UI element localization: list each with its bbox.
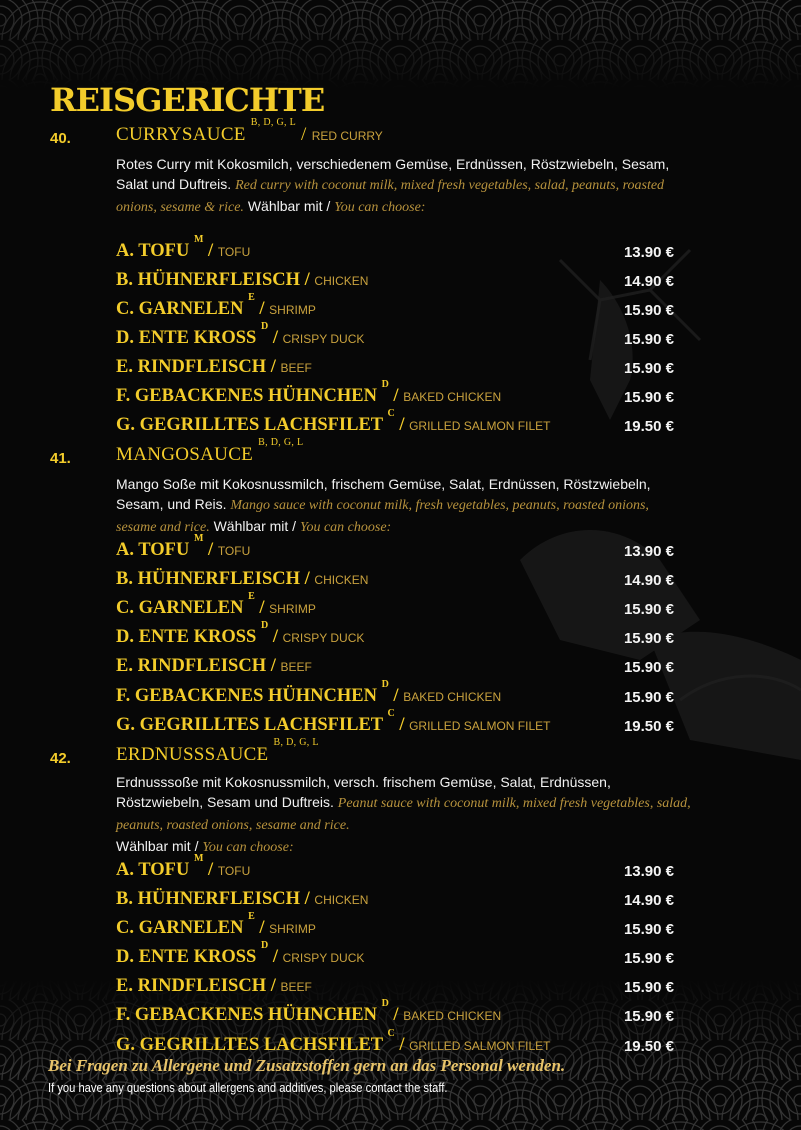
option-label: D. ENTE KROSS — [116, 627, 257, 647]
option-price: 13.90 € — [623, 863, 674, 880]
option-english: CHICKEN — [314, 274, 369, 288]
menu-option: E. RINDFLEISCH / BEEF — [116, 656, 312, 676]
option-english: CHICKEN — [314, 893, 369, 907]
choose-label-en: You can choose: — [299, 520, 392, 535]
section-dish-name — [116, 737, 319, 766]
option-label: E. RINDFLEISCH — [116, 656, 267, 676]
menu-option: G. GEGRILLTES LACHSFILET $^C$ / GRILLED SALMON FILET — [116, 1028, 551, 1055]
option-allergen: E — [248, 591, 255, 602]
option-english: CHICKEN — [314, 573, 369, 587]
option-price: 15.90 € — [623, 360, 674, 377]
option-english: TOFU — [217, 864, 251, 878]
dish-english-name: RED CURRY — [311, 129, 383, 143]
dish-name: MANGOSAUCE — [116, 444, 254, 465]
option-label: F. GEBACKENES HÜHNCHEN — [116, 686, 377, 706]
description-de: Rotes Curry mit Kokosmilch, verschiedenem Gemüse, Erdnüssen, Röstzwiebeln, Sesam, Salat und Duftreis. — [116, 156, 670, 192]
option-price: 19.50 € — [623, 418, 674, 435]
section-description — [116, 474, 691, 538]
option-allergen: M — [193, 853, 204, 864]
description-de: Erdnusssoße mit Kokosnussmilch, versch. frischem Gemüse, Salat, Erdnüssen, Röstzwiebeln, Sesam und Duftreis. — [116, 774, 611, 810]
option-label: A. TOFU — [116, 241, 190, 261]
option-label: D. ENTE KROSS — [116, 947, 257, 967]
menu-option: A. TOFU $^M$ / TOFU — [116, 533, 251, 560]
section-dish-name — [116, 437, 304, 466]
allergen-codes: B, D, G, L — [273, 737, 319, 748]
option-price: 14.90 € — [623, 892, 674, 909]
option-price: 14.90 € — [623, 273, 674, 290]
option-label: C. GARNELEN — [116, 918, 244, 938]
option-english: SHRIMP — [269, 922, 316, 936]
menu-option: G. GEGRILLTES LACHSFILET $^C$ / GRILLED SALMON FILET — [116, 708, 551, 735]
option-price: 15.90 € — [623, 659, 674, 676]
menu-option: A. TOFU $^M$ / TOFU — [116, 853, 251, 880]
menu-option: C. GARNELEN $^E$ / SHRIMP — [116, 591, 316, 618]
option-english: BAKED CHICKEN — [403, 390, 502, 404]
option-label: G. GEGRILLTES LACHSFILET — [116, 715, 383, 735]
choose-label-en: You can choose: — [202, 840, 294, 855]
menu-option: B. HÜHNERFLEISCH / CHICKEN — [116, 889, 369, 909]
allergen-notice-de: Bei Fragen zu Allergene und Zusatzstoffen gern an das Personal wenden. — [48, 1056, 566, 1075]
option-price: 15.90 € — [623, 331, 674, 348]
option-label: D. ENTE KROSS — [116, 328, 257, 348]
option-price: 19.50 € — [623, 1038, 674, 1055]
section-description — [116, 154, 691, 218]
description-en: Peanut sauce with coconut milk, mixed fresh vegetables, salad, peanuts, roasted onions, sesame and rice. — [116, 796, 691, 833]
menu-option: C. GARNELEN $^E$ / SHRIMP — [116, 292, 316, 319]
option-allergen: C — [387, 708, 395, 719]
option-english: BEEF — [280, 361, 312, 375]
option-english: GRILLED SALMON FILET — [409, 1039, 551, 1053]
option-label: B. HÜHNERFLEISCH — [116, 569, 301, 589]
option-price: 15.90 € — [623, 950, 674, 967]
option-english: CRISPY DUCK — [282, 951, 365, 965]
menu-option: D. ENTE KROSS $^D$ / CRISPY DUCK — [116, 620, 365, 647]
menu-option: F. GEBACKENES HÜHNCHEN $^D$ / BAKED CHICKEN — [116, 379, 502, 406]
option-english: CRISPY DUCK — [282, 332, 365, 346]
section-description — [116, 772, 691, 858]
option-allergen: C — [387, 1028, 395, 1039]
option-label: E. RINDFLEISCH — [116, 357, 267, 377]
option-english: GRILLED SALMON FILET — [409, 719, 551, 733]
option-english: BAKED CHICKEN — [403, 690, 502, 704]
allergen-codes: B, D, G, L — [250, 117, 296, 128]
choose-label-de: Wählbar mit / — [213, 518, 297, 534]
page-title: REISGERICHTE — [50, 81, 325, 119]
section-number: 41. — [50, 450, 71, 467]
option-price: 14.90 € — [623, 572, 674, 589]
section-number: 42. — [50, 750, 71, 767]
allergen-notice-en: If you have any questions about allergens and additives, please contact the staff. — [48, 1080, 448, 1095]
option-allergen: D — [260, 620, 269, 631]
option-english: BEEF — [280, 980, 312, 994]
section-number: 40. — [50, 130, 71, 147]
option-label: F. GEBACKENES HÜHNCHEN — [116, 1005, 377, 1025]
menu-option: A. TOFU $^M$ / TOFU — [116, 234, 251, 261]
option-label: B. HÜHNERFLEISCH — [116, 270, 301, 290]
option-allergen: E — [248, 911, 255, 922]
option-english: BEEF — [280, 660, 312, 674]
choose-label-de: Wählbar mit / — [116, 838, 199, 854]
menu-option: F. GEBACKENES HÜHNCHEN $^D$ / BAKED CHICKEN — [116, 679, 502, 706]
description-de: Mango Soße mit Kokosnussmilch, frischem Gemüse, Salat, Erdnüssen, Röstzwiebeln, Sesam, und Reis. — [116, 476, 651, 512]
option-allergen: E — [248, 292, 255, 303]
dish-name: ERDNUSSSAUCE — [116, 744, 269, 765]
option-label: C. GARNELEN — [116, 299, 244, 319]
option-allergen: D — [381, 379, 389, 390]
option-price: 15.90 € — [623, 601, 674, 618]
option-allergen: M — [193, 533, 204, 544]
option-label: C. GARNELEN — [116, 598, 244, 618]
choose-label-de: Wählbar mit / — [247, 198, 331, 214]
menu-option: E. RINDFLEISCH / BEEF — [116, 357, 312, 377]
option-english: BAKED CHICKEN — [403, 1009, 502, 1023]
option-allergen: D — [381, 679, 389, 690]
option-label: A. TOFU — [116, 860, 190, 880]
option-english: SHRIMP — [269, 602, 316, 616]
option-price: 15.90 € — [623, 630, 674, 647]
option-price: 15.90 € — [623, 979, 674, 996]
option-price: 13.90 € — [623, 543, 674, 560]
menu-option: B. HÜHNERFLEISCH / CHICKEN — [116, 569, 369, 589]
option-english: TOFU — [217, 245, 251, 259]
menu-option: D. ENTE KROSS $^D$ / CRISPY DUCK — [116, 321, 365, 348]
option-allergen: D — [260, 940, 269, 951]
menu-option: C. GARNELEN $^E$ / SHRIMP — [116, 911, 316, 938]
option-allergen: D — [260, 321, 269, 332]
allergen-codes: B, D, G, L — [258, 437, 304, 448]
option-english: GRILLED SALMON FILET — [409, 419, 551, 433]
option-label: G. GEGRILLTES LACHSFILET — [116, 415, 383, 435]
option-price: 13.90 € — [623, 244, 674, 261]
option-allergen: M — [193, 234, 204, 245]
option-label: F. GEBACKENES HÜHNCHEN — [116, 386, 377, 406]
menu-option: F. GEBACKENES HÜHNCHEN $^D$ / BAKED CHICKEN — [116, 998, 502, 1025]
menu-option: E. RINDFLEISCH / BEEF — [116, 976, 312, 996]
option-english: TOFU — [217, 544, 251, 558]
menu-option: G. GEGRILLTES LACHSFILET $^C$ / GRILLED SALMON FILET — [116, 408, 551, 435]
option-label: A. TOFU — [116, 540, 190, 560]
option-price: 15.90 € — [623, 389, 674, 406]
option-price: 15.90 € — [623, 921, 674, 938]
choose-label-en: You can choose: — [334, 200, 426, 215]
option-price: 15.90 € — [623, 689, 674, 706]
option-label: B. HÜHNERFLEISCH — [116, 889, 301, 909]
option-price: 15.90 € — [623, 302, 674, 319]
option-price: 19.50 € — [623, 718, 674, 735]
description-en: Red curry with coconut milk, mixed fresh vegetables, salad, peanuts, roasted onions, sesame & rice. — [116, 178, 665, 215]
option-label: E. RINDFLEISCH — [116, 976, 267, 996]
menu-option: B. HÜHNERFLEISCH / CHICKEN — [116, 270, 369, 290]
menu-option: D. ENTE KROSS $^D$ / CRISPY DUCK — [116, 940, 365, 967]
section-dish-name: CURRYSAUCE $^{B, D, G, L}$ / RED CURRY — [116, 117, 383, 145]
option-allergen: D — [381, 998, 389, 1009]
option-price: 15.90 € — [623, 1008, 674, 1025]
description-en: Mango sauce with coconut milk, fresh vegetables, peanuts, roasted onions, sesame and rice. — [116, 498, 649, 535]
option-label: G. GEGRILLTES LACHSFILET — [116, 1035, 383, 1055]
option-english: CRISPY DUCK — [282, 631, 365, 645]
option-english: SHRIMP — [269, 303, 316, 317]
option-allergen: C — [387, 408, 395, 419]
dish-name: CURRYSAUCE — [116, 124, 246, 145]
